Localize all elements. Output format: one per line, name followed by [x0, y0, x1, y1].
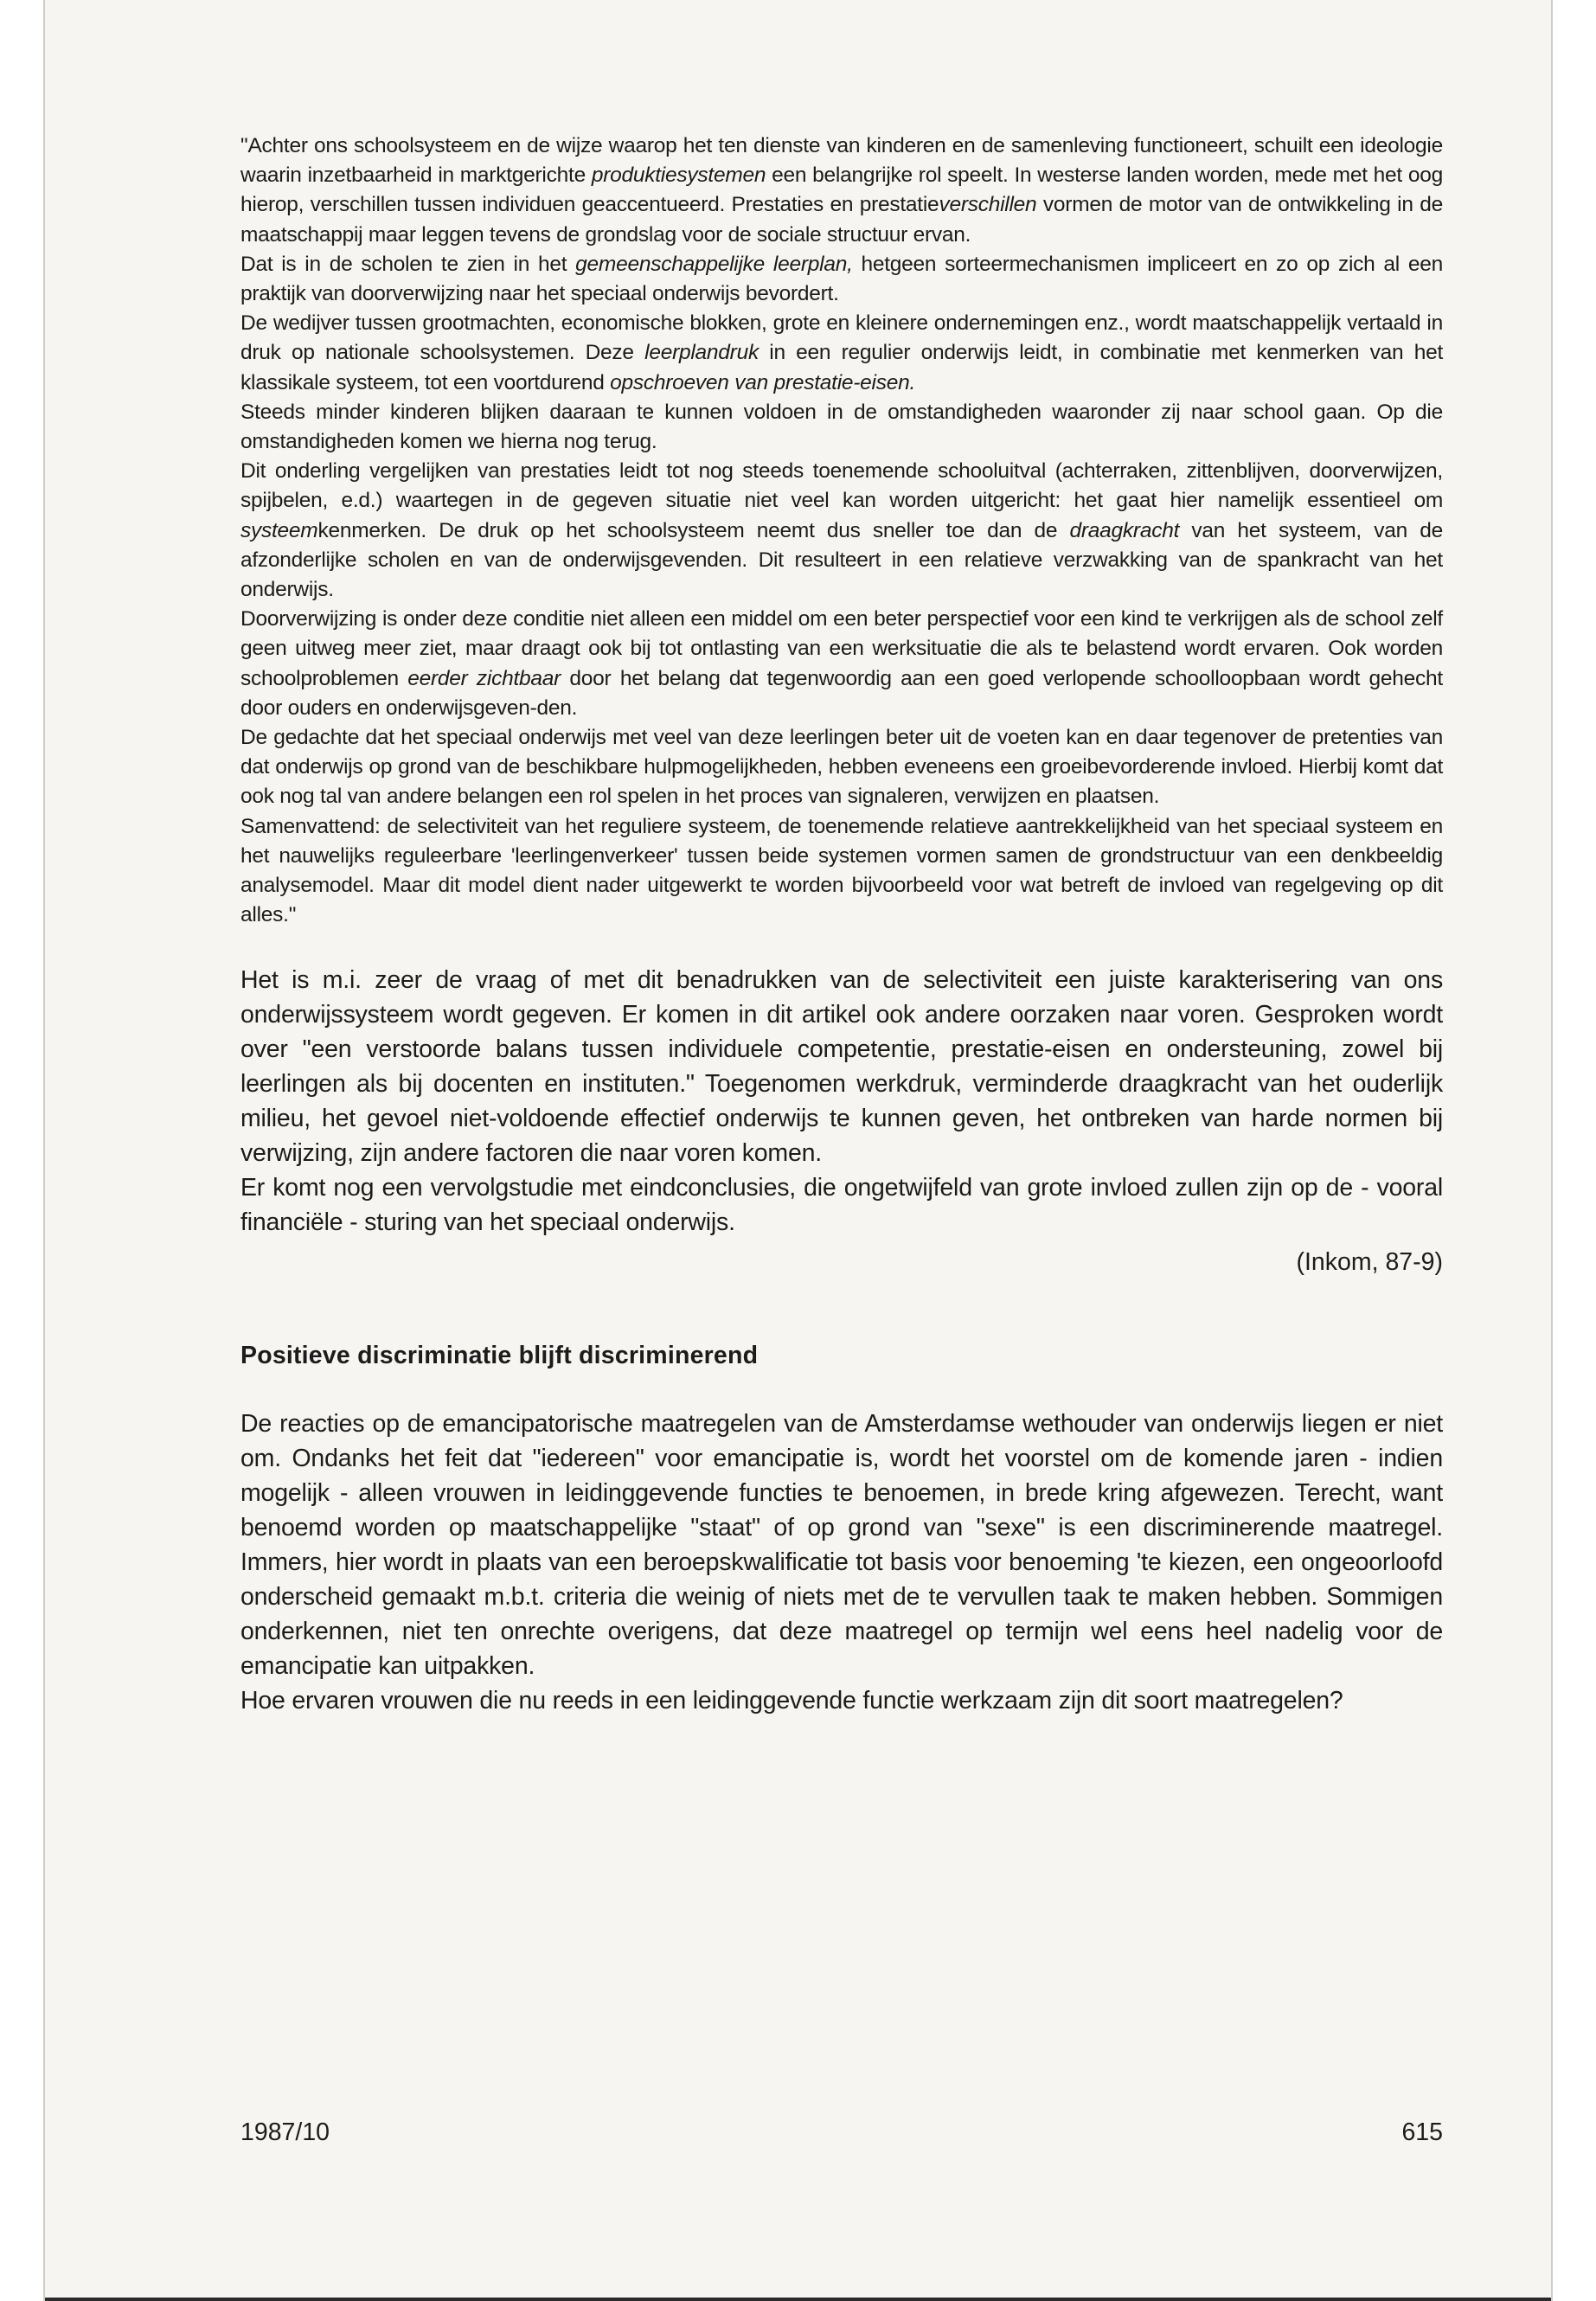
quote-paragraph [240, 398, 1443, 457]
quote-paragraph [240, 250, 1443, 309]
quote-paragraph [240, 812, 1443, 931]
section-body [240, 1407, 1443, 1718]
page-footer [240, 2118, 1443, 2147]
quote-emphasis: leerplandruk [644, 341, 759, 365]
commentary [240, 963, 1443, 1279]
source-citation: (Inkom, 87-9) [1296, 1248, 1443, 1277]
quote-emphasis: eerder zichtbaar [407, 666, 561, 690]
article-content [240, 131, 1443, 1718]
quoted-passage [240, 131, 1443, 930]
quote-text: een belangrijke rol speelt. In westerse landen worden, mede met het oog hierop, verschillen tussen individuen geaccentueerd. Prestaties en prestatie [240, 163, 1443, 217]
quote-text: door het belang dat tegenwoordig aan een goed verlopende schoolloopbaan wordt gehecht door ouders en onderwijsgeven-den. [240, 666, 1443, 720]
section-paragraph: Hoe ervaren vrouwen die nu reeds in een leidinggevende functie werkzaam zijn dit soort maatregelen? [240, 1687, 1343, 1715]
quote-text: in een regulier onderwijs leidt, in combinatie met kenmerken van het klassikale systeem, tot een voortdurend [240, 341, 1444, 394]
quote-text: kenmerken. De druk op het schoolsysteem neemt dus sneller toe dan de [317, 518, 1070, 542]
quote-text: Dat is in de scholen te zien in het [240, 252, 576, 276]
commentary-paragraph: Er komt nog een vervolgstudie met eindconclusies, die ongetwijfeld van grote invloed zullen zijn op de - vooral financiële - sturing van het speciaal onderwijs. [240, 1174, 1443, 1237]
quote-emphasis: verschillen [939, 193, 1037, 217]
page [43, 0, 1553, 2301]
quote-emphasis: draagkracht [1069, 518, 1180, 542]
quote-emphasis: produktiesystemen [591, 163, 766, 188]
quote-paragraph [240, 457, 1443, 605]
issue-number: 1987/10 [240, 2118, 330, 2146]
quote-text: hetgeen sorteermechanismen impliceert en zo op zich al een praktijk van doorverwijzing naar het speciaal onderwijs bevordert. [240, 252, 1443, 306]
quote-paragraph [240, 131, 1443, 250]
quote-emphasis: systeem [240, 518, 318, 542]
quote-emphasis: opschroeven van prestatie-eisen. [610, 370, 916, 394]
section-heading: Positieve discriminatie blijft discriminerend [240, 1342, 759, 1370]
quote-text: De gedachte dat het speciaal onderwijs met veel van deze leerlingen beter uit de voeten kan en daar tegenover de pretenties van dat onderwijs op grond van de beschikbare hulpmogelijkheden, hebben eveneens een groeibevorderende invloed. Hierbij komt dat ook nog tal van andere belangen een rol spelen in het proces van signaleren, verwijzen en plaatsen. [240, 726, 1443, 809]
commentary-paragraph: Het is m.i. zeer de vraag of met dit benadrukken van de selectiviteit een juiste karakterisering van ons onderwijssysteem wordt gegeven. Er komen in dit artikel ook andere oorzaken naar voren. Gesproken wordt over "een verstoorde balans tussen individuele competentie, prestatie-eisen en ondersteuning, zowel bij leerlingen als bij docenten en instituten." Toegenomen werkdruk, verminderde draagkracht van het ouderlijk milieu, het gevoel niet-voldoende effectief onderwijs te kunnen geven, het ontbreken van harde normen bij verwijzing, zijn andere factoren die naar voren komen. [240, 966, 1443, 1168]
quote-text: Steeds minder kinderen blijken daaraan te kunnen voldoen in de omstandigheden waaronder zij naar school gaan. Op die omstandigheden komen we hierna nog terug. [240, 400, 1443, 454]
quote-text: Samenvattend: de selectiviteit van het reguliere systeem, de toenemende relatieve aantrekkelijkheid van het speciaal systeem en het nauwelijks reguleerbare 'leerlingenverkeer' tussen beide systemen vormen samen de grondstructuur van een denkbeeldig analysemodel. Maar dit model dient nader uitgewerkt te worden bijvoorbeeld voor wat betreft de invloed van regelgeving op dit alles." [240, 814, 1443, 927]
quote-text: De wedijver tussen grootmachten, economische blokken, grote en kleinere ondernemingen enz., wordt maatschappelijk vertaald in druk op nationale schoolsystemen. Deze [240, 311, 1443, 365]
quote-text: Dit onderling vergelijken van prestaties leidt tot nog steeds toenemende schooluitval (achterraken, zittenblijven, doorverwijzen, spijbelen, e.d.) waartegen in de gegeven situatie niet veel kan worden uitgericht: het gaat hier namelijk essentieel om [240, 459, 1443, 513]
quote-paragraph [240, 605, 1443, 723]
quote-text: Doorverwijzing is onder deze conditie niet alleen een middel om een beter perspectief voor een kind te verkrijgen als de school zelf geen uitweg meer ziet, maar draagt ook bij tot ontlasting van een werksituatie die als te belastend wordt ervaren. Ook worden schoolproblemen [240, 607, 1443, 690]
quote-emphasis: gemeenschappelijke leerplan, [575, 252, 853, 276]
quote-paragraph [240, 309, 1443, 398]
quote-paragraph [240, 723, 1443, 812]
quote-text: "Achter ons schoolsysteem en de wijze waarop het ten dienste van kinderen en de samenleving functioneert, schuilt een ideologie waarin inzetbaarheid in marktgerichte [240, 134, 1443, 188]
section-paragraph: De reacties op de emancipatorische maatregelen van de Amsterdamse wethouder van onderwijs liegen er niet om. Ondanks het feit dat "iedereen" voor emancipatie is, wordt het voorstel om de komende jaren - indien mogelijk - alleen vrouwen in leidinggevende functies te benoemen, in brede kring afgewezen. Terecht, want benoemd worden op maatschappelijke "staat" of op grond van "sexe" is een discriminerende maatregel. Immers, hier wordt in plaats van een beroepskwalificatie tot basis voor benoeming 'te kiezen, een ongeoorloofd onderscheid gemaakt m.b.t. criteria die weinig of niets met de te vervullen taak te maken hebben. Sommigen onderkennen, niet ten onrechte overigens, dat deze maatregel op termijn wel eens heel nadelig voor de emancipatie kan uitpakken. [240, 1410, 1443, 1681]
page-number: 615 [1401, 2118, 1443, 2146]
quote-text: van het systeem, van de afzonderlijke scholen en van de onderwijsgevenden. Dit resulteert in een relatieve verzwakking van de spankracht van het onderwijs. [240, 518, 1443, 602]
quote-text: vormen de motor van de ontwikkeling in de maatschappij maar leggen tevens de grondslag voor de sociale structuur ervan. [240, 193, 1443, 247]
